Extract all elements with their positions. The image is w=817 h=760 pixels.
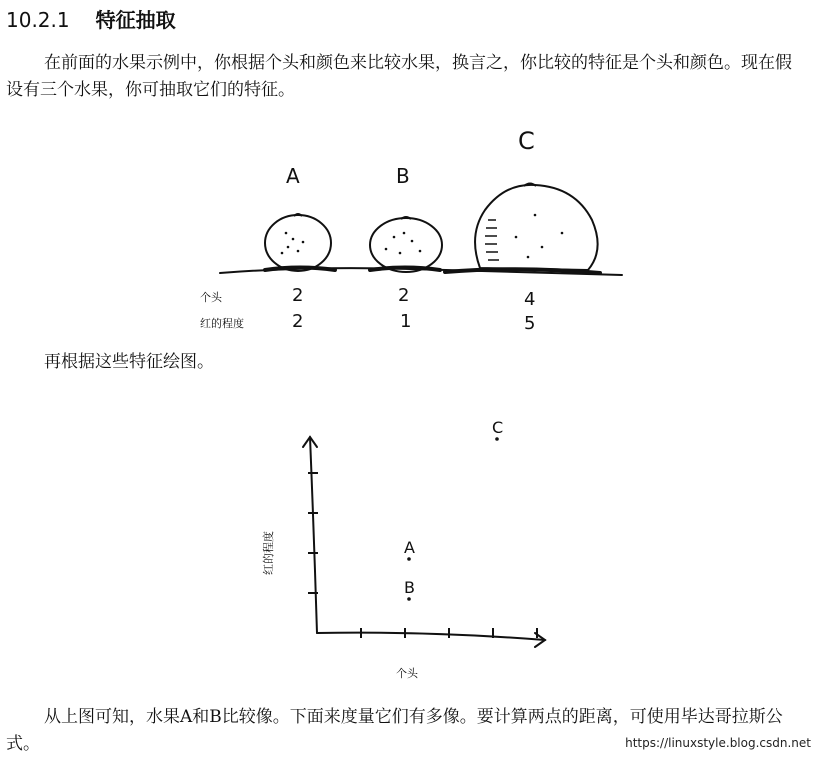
fruit-b-size: 2 [398, 285, 410, 306]
fruit-c-redness: 5 [524, 313, 536, 334]
fruit-a-label: A [286, 164, 300, 188]
point-a [407, 557, 411, 561]
point-a-label: A [404, 538, 415, 557]
point-c-label: C [492, 418, 504, 437]
y-axis-label: 红的程度 [262, 531, 275, 575]
x-axis [317, 633, 545, 640]
conclusion-paragraph: 从上图可知，水果A和B比较像。下面来度量它们有多像。要计算两点的距离，可使用毕达哥拉斯公式。 [6, 707, 783, 754]
fruit-c [475, 127, 598, 270]
section-number: 10.2.1 [6, 8, 70, 32]
fruit-b-redness: 1 [400, 311, 412, 332]
y-axis [310, 437, 317, 633]
point-b [407, 597, 411, 601]
fruit-b [370, 164, 442, 272]
fruit-b-label: B [396, 164, 410, 188]
fruit-features-figure [190, 125, 630, 340]
fruit-a-redness: 2 [292, 311, 304, 332]
intro-paragraph: 在前面的水果示例中，你根据个头和颜色来比较水果，换言之，你比较的特征是个头和颜色。现在假设有三个水果，你可抽取它们的特征。 [6, 53, 792, 100]
point-b-label: B [404, 578, 415, 597]
x-axis-label: 个头 [396, 667, 418, 680]
section-heading [6, 4, 176, 33]
feature-table [200, 285, 535, 334]
plot-intro-paragraph: 再根据这些特征绘图。 [44, 352, 214, 372]
fruit-c-label: C [518, 127, 535, 155]
row-label-size: 个头 [200, 291, 222, 304]
watermark: https://linuxstyle.blog.csdn.net [625, 736, 811, 750]
section-title: 特征抽取 [95, 8, 176, 32]
fruit-c-size: 4 [524, 289, 536, 310]
point-c [495, 437, 499, 441]
row-label-redness: 红的程度 [200, 317, 244, 330]
fruit-a-size: 2 [292, 285, 304, 306]
fruit-a [265, 164, 331, 271]
feature-scatter-plot [250, 395, 560, 690]
